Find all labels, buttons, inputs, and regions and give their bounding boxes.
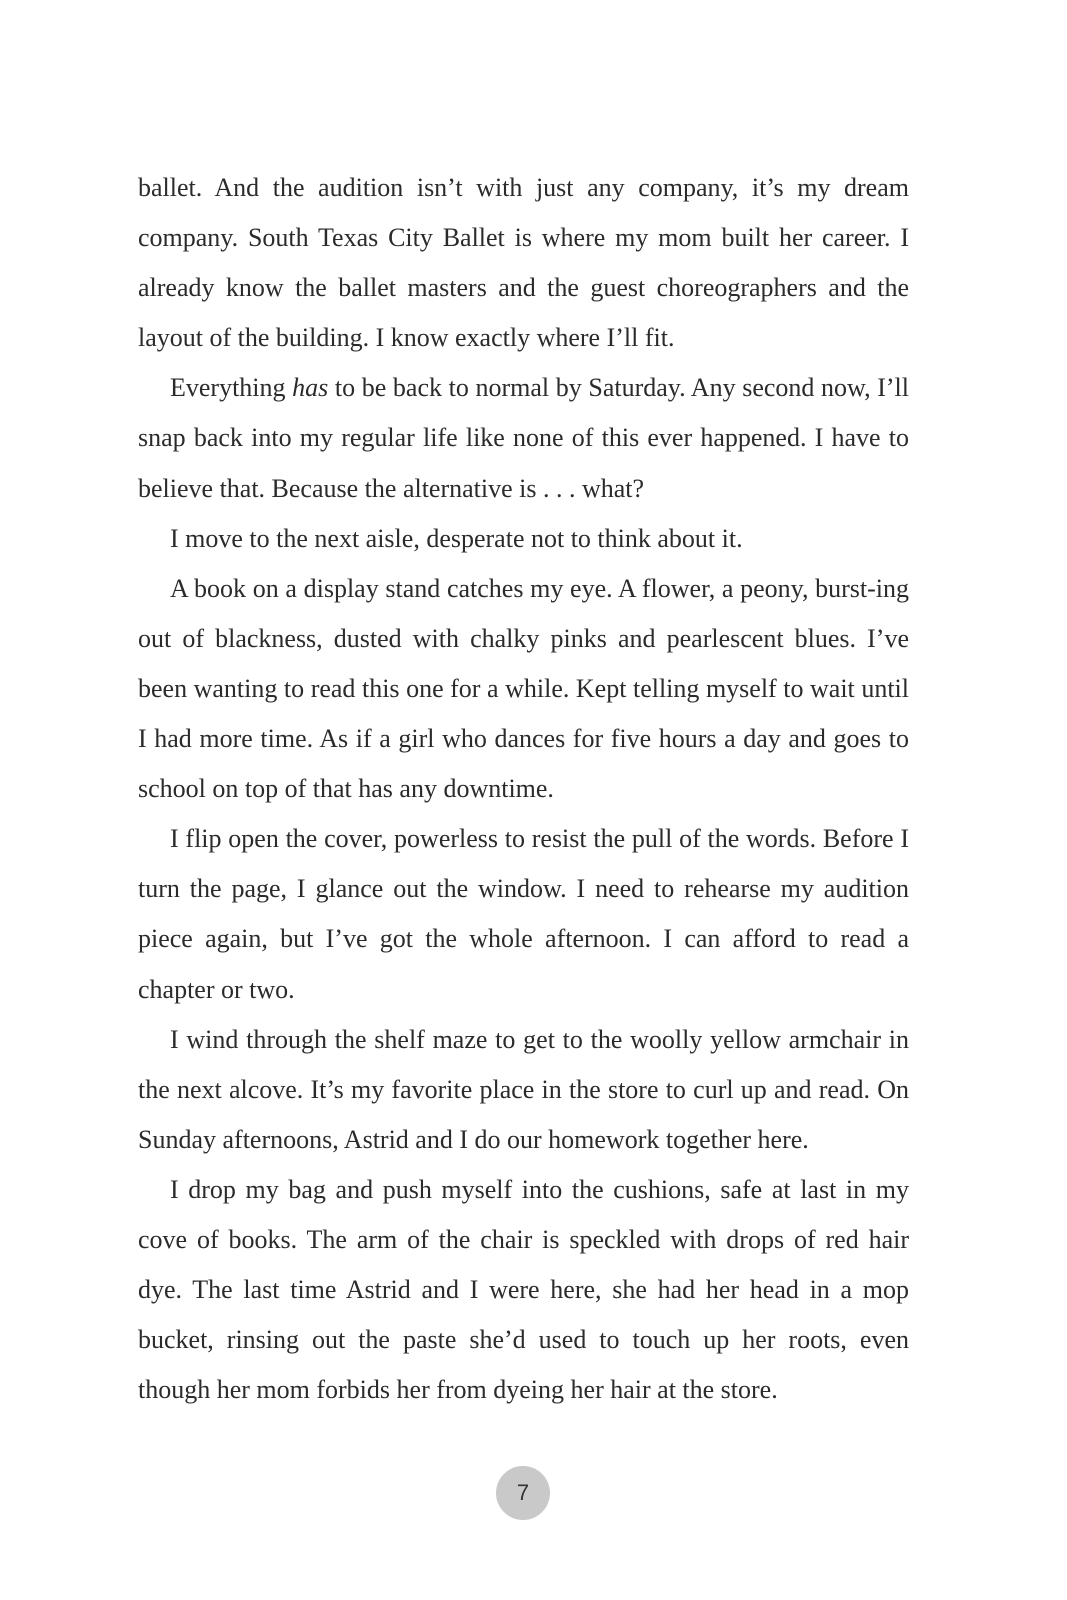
text-span: I move to the next aisle, desperate not to think about it. (170, 523, 743, 553)
text-span: A book on a display stand catches my eye. A flower, a peony, burst-ing out of blackness, dusted with chalky pinks and pearlescent blues. I’ve been wanting to read this one for a while. Kept telling myself to wait until I had more time. As if a girl who dances for five hours a day and goes to school on top of that has any downtime. (138, 573, 909, 804)
paragraph (138, 564, 909, 814)
paragraph (138, 814, 909, 1014)
text-span: ballet. And the audition isn’t with just any company, it’s my dream company. South Texas City Ballet is where my mom built her career. I already know the ballet masters and the guest choreographers and the layout of the building. I know exactly where I’ll fit. (138, 173, 909, 353)
paragraph (138, 1165, 909, 1415)
text-span: to be back to normal by Saturday. Any second now, I’ll snap back into my regular life like none of this ever happened. I have to believe that. Because the alternative is . . . what? (138, 373, 909, 503)
body-text (138, 163, 909, 1415)
paragraph (138, 1015, 909, 1165)
page-number: 7 (516, 1480, 530, 1505)
paragraph (138, 514, 909, 564)
text-span: I wind through the shelf maze to get to the woolly yellow armchair in the next alcove. It’s my favorite place in the store to curl up and read. On Sunday afternoons, Astrid and I do our homework together here. (138, 1024, 909, 1154)
page-number-badge (496, 1466, 550, 1520)
italic-text: has (292, 373, 329, 403)
paragraph (138, 163, 909, 363)
text-span: I drop my bag and push myself into the cushions, safe at last in my cove of books. The arm of the chair is speckled with drops of red hair dye. The last time Astrid and I were here, she had her head in a mop bucket, rinsing out the paste she’d used to touch up her roots, even though her mom forbids her from dyeing her hair at the store. (138, 1174, 909, 1405)
paragraph (138, 363, 909, 513)
text-span: Everything (170, 373, 293, 403)
text-span: I flip open the cover, powerless to resist the pull of the words. Before I turn the page, I glance out the window. I need to rehearse my audition piece again, but I’ve got the whole afternoon. I can afford to read a chapter or two. (138, 824, 909, 1004)
